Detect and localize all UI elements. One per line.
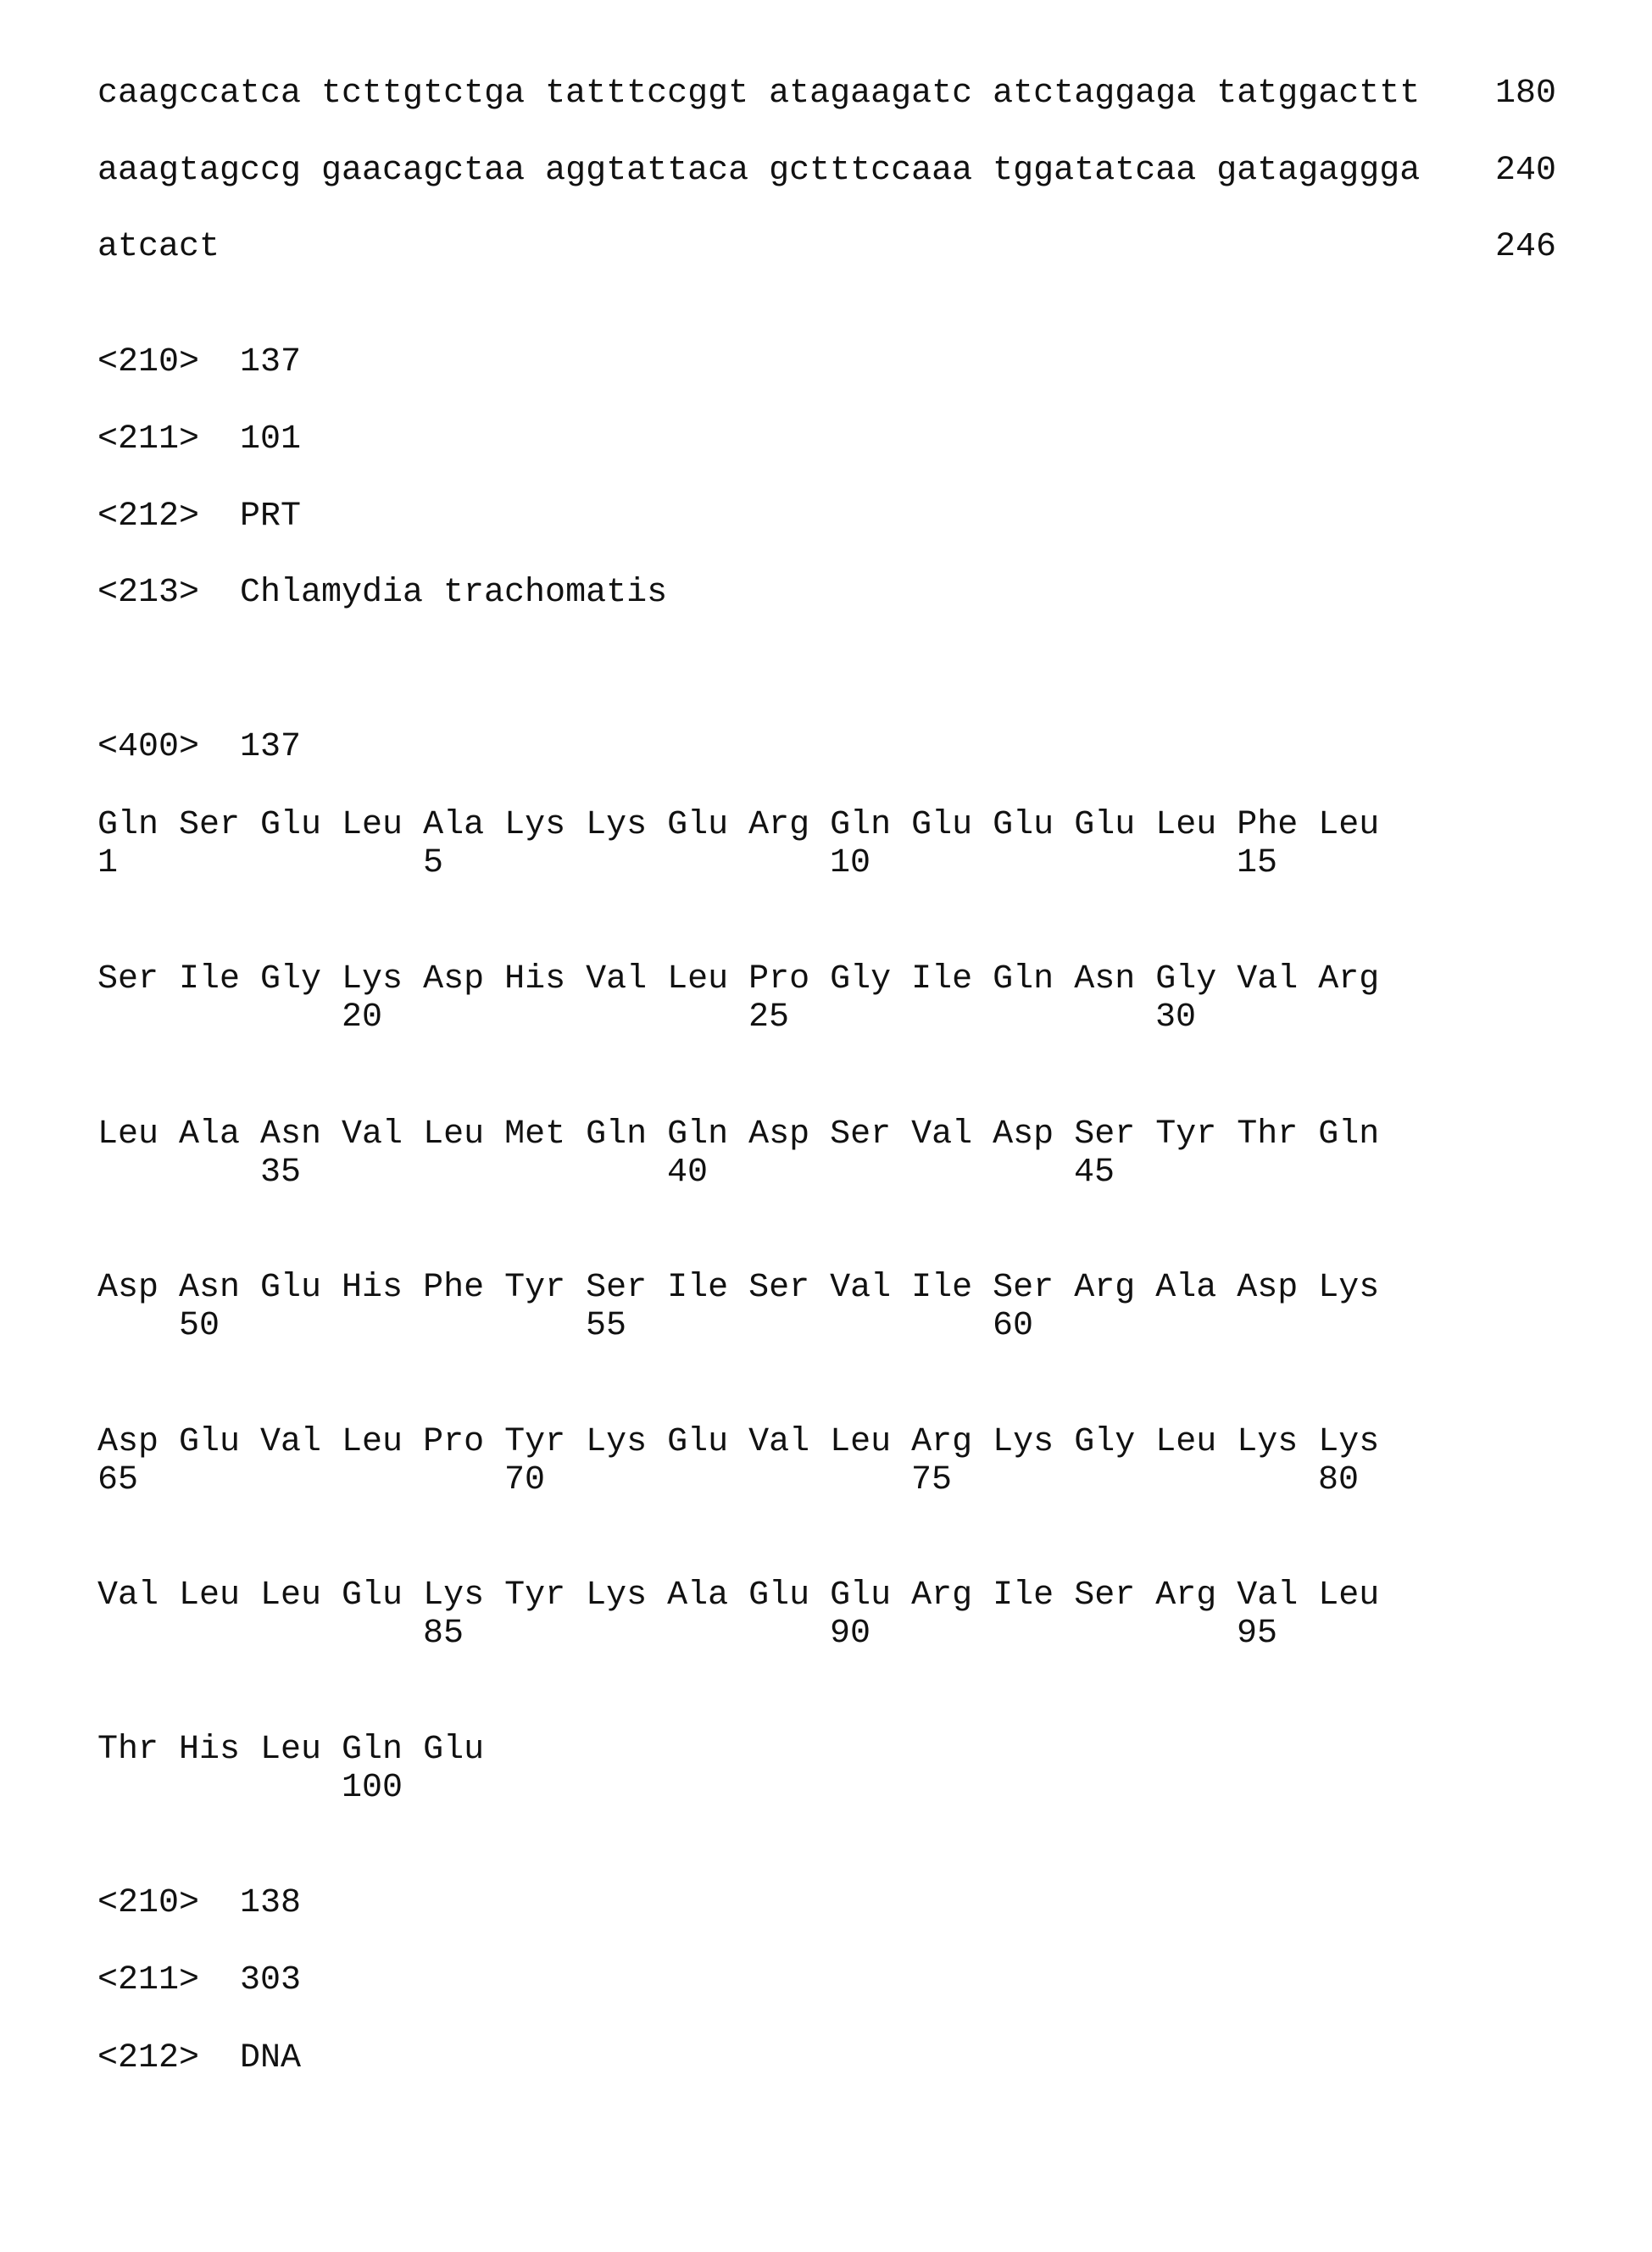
- sequence-count: 180: [1495, 77, 1556, 111]
- field-value: 137: [240, 343, 301, 381]
- residue-row: Leu Ala Asn Val Leu Met Gln Gln Asp Ser Val Asp Ser Tyr Thr Gln: [97, 1118, 1379, 1152]
- field-210: [97, 346, 301, 380]
- residue-row: Gln Ser Glu Leu Ala Lys Lys Glu Arg Gln Glu Glu Glu Leu Phe Leu: [97, 809, 1379, 842]
- sequence-count: 240: [1495, 154, 1556, 188]
- residue-position-number: 25: [748, 1001, 789, 1035]
- sequence-line: aaagtagccg gaacagctaa aggtattaca gctttccaaa tggatatcaa gatagaggga: [97, 154, 1420, 188]
- field-value: 303: [240, 1961, 301, 1999]
- residue-position-row: [97, 1156, 1454, 1190]
- residue-position-row: [97, 1771, 1454, 1805]
- residue-position-number: 80: [1318, 1464, 1359, 1498]
- field-tag: <211>: [97, 423, 240, 457]
- residue-position-number: 60: [993, 1309, 1033, 1343]
- sequence-line: caagccatca tcttgtctga tatttccggt atagaagatc atctaggaga tatggacttt: [97, 77, 1420, 111]
- residue-position-row: [97, 847, 1454, 881]
- residue-position-row: [97, 1309, 1454, 1343]
- field-value: 101: [240, 420, 301, 459]
- residue-position-number: 1: [97, 847, 118, 881]
- residue-position-number: 100: [342, 1771, 403, 1805]
- residue-position-number: 30: [1155, 1001, 1196, 1035]
- field-value: DNA: [240, 2039, 301, 2077]
- field-tag: <213>: [97, 576, 240, 610]
- residue-position-number: 90: [830, 1617, 870, 1651]
- residue-position-number: 65: [97, 1464, 138, 1498]
- residue-position-number: 35: [260, 1156, 301, 1190]
- field-400: [97, 731, 301, 765]
- residue-position-number: 5: [423, 847, 443, 881]
- field-tag: <211>: [97, 1964, 240, 1998]
- residue-position-number: 70: [504, 1464, 545, 1498]
- residue-row: Asp Glu Val Leu Pro Tyr Lys Glu Val Leu Arg Lys Gly Leu Lys Lys: [97, 1426, 1379, 1460]
- field-211: [97, 1964, 301, 1998]
- residue-position-number: 40: [667, 1156, 708, 1190]
- residue-position-number: 95: [1237, 1617, 1277, 1651]
- sequence-count: 246: [1495, 231, 1556, 264]
- field-tag: <400>: [97, 731, 240, 765]
- residue-position-number: 10: [830, 847, 870, 881]
- residue-row: Asp Asn Glu His Phe Tyr Ser Ile Ser Val Ile Ser Arg Ala Asp Lys: [97, 1271, 1379, 1305]
- residue-position-number: 15: [1237, 847, 1277, 881]
- field-value: 138: [240, 1884, 301, 1922]
- residue-position-row: [97, 1617, 1454, 1651]
- field-212: [97, 500, 301, 534]
- residue-position-number: 55: [586, 1309, 626, 1343]
- residue-position-number: 75: [911, 1464, 952, 1498]
- field-value: PRT: [240, 498, 301, 536]
- residue-row: Val Leu Leu Glu Lys Tyr Lys Ala Glu Glu Arg Ile Ser Arg Val Leu: [97, 1579, 1379, 1613]
- field-tag: <210>: [97, 346, 240, 380]
- residue-row: Ser Ile Gly Lys Asp His Val Leu Pro Gly Ile Gln Asn Gly Val Arg: [97, 963, 1379, 997]
- residue-position-number: 45: [1074, 1156, 1115, 1190]
- sequence-line: atcact: [97, 231, 220, 264]
- residue-position-number: 50: [179, 1309, 220, 1343]
- residue-row: Thr His Leu Gln Glu: [97, 1733, 484, 1767]
- field-tag: <212>: [97, 500, 240, 534]
- field-tag: <212>: [97, 2042, 240, 2076]
- field-tag: <210>: [97, 1887, 240, 1921]
- residue-position-number: 20: [342, 1001, 382, 1035]
- residue-position-number: 85: [423, 1617, 464, 1651]
- field-211: [97, 423, 301, 457]
- residue-position-row: [97, 1464, 1454, 1498]
- field-210: [97, 1887, 301, 1921]
- residue-position-row: [97, 1001, 1454, 1035]
- field-212: [97, 2042, 301, 2076]
- field-213: [97, 576, 667, 610]
- field-value: Chlamydia trachomatis: [240, 574, 667, 612]
- field-value: 137: [240, 728, 301, 766]
